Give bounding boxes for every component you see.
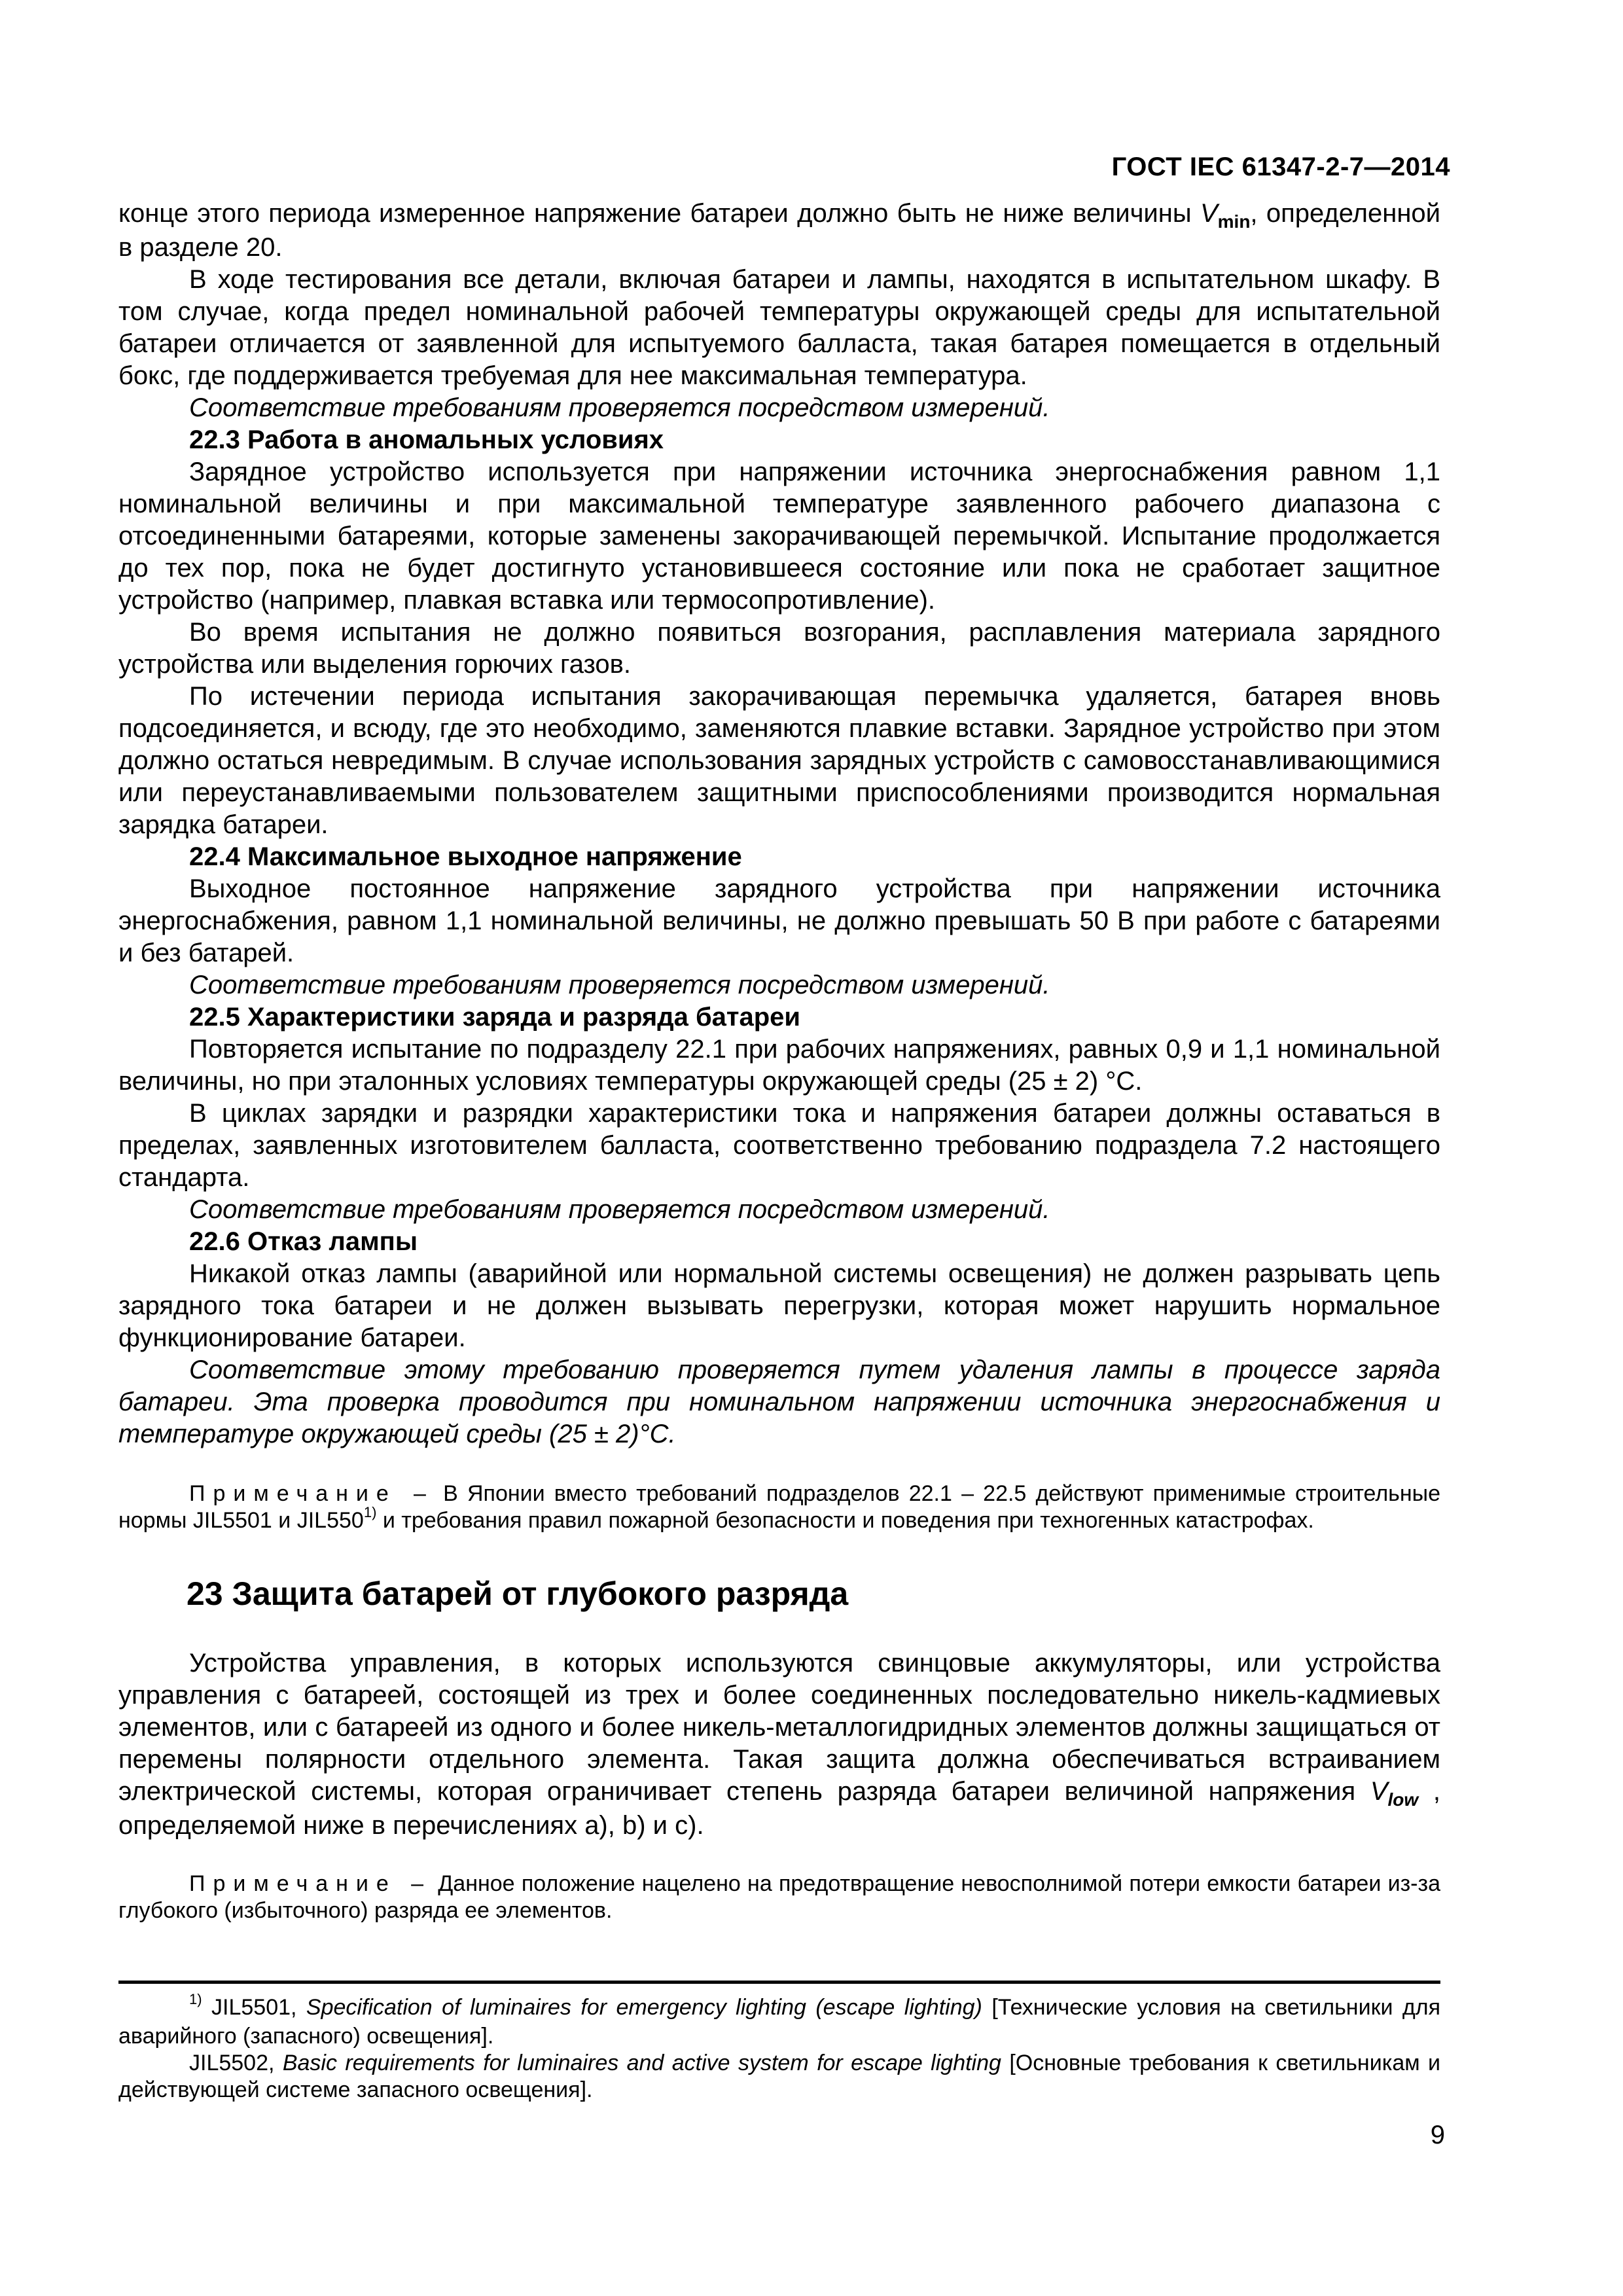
text: Устройства управления, в которых используются свинцовые аккумуляторы, или устройства управления с батареей, состоящей из трех и более соединенных последовательно никель-кадмиевых элементов, или с батареей из одного и более никель-металлогидридных элементов должны защищаться от перемены полярности отдельного элемента. Такая защита должна обеспечиваться встраиванием электрической системы, которая ограничивает степень разряда батареи величиной напряжения [118, 1649, 1440, 1806]
text: , определяемой ниже в перечислениях а), b) и с). [118, 1777, 1440, 1840]
footnote-text: [Основные требования к светильникам и действующей системе запасного освещения]. [118, 2051, 1440, 2102]
section-heading-23: 23 Защита батарей от глубокого разряда [187, 1575, 849, 1612]
subsection-heading-22-4: 22.4 Максимальное выходное напряжение [189, 842, 742, 871]
footnote-1 [118, 1991, 1440, 2050]
paragraph: Зарядное устройство используется при напряжении источника энергоснабжения равном 1,1 номинальной величины и при максимальной температуре заявленного рабочего диапазона с отсоединенными батареями, которые заменены закорачивающей перемычкой. Испытание продолжается до тех пор, пока не будет достигнуто установившееся состояние или пока не сработает защитное устройство (например, плавкая вставка или термосопротивление). [118, 457, 1440, 615]
note [118, 1480, 1440, 1536]
compliance-note: Соответствие этому требованию проверяется путем удаления лампы в процессе заряда батареи. Эта проверка проводится при номинальном напряжении источника энергоснабжения и температуре окружающей среды (25 ± 2)°С. [118, 1355, 1440, 1448]
paragraph: Никакой отказ лампы (аварийной или нормальной системы освещения) не должен разрывать цепь зарядного тока батареи и не должен вызывать перегрузки, которая может нарушить нормальное функционирование батареи. [118, 1259, 1440, 1352]
paragraph: В ходе тестирования все детали, включая батареи и лампы, находятся в испытательном шкафу. В том случае, когда предел номинальной рабочей температуры окружающей среды для испытательной батареи отличается от заявленной для испытуемого балласта, такая батарея помещается в отдельный бокс, где поддерживается требуемая для нее максимальная температура. [118, 265, 1440, 390]
variable-v: V [1370, 1777, 1388, 1806]
footnote-ref: 1) [363, 1504, 377, 1520]
note-text: Данное положение нацелено на предотвращение невосполнимой потери емкости батареи из-за глубокого (избыточного) разряда ее элементов. [118, 1871, 1440, 1923]
compliance-note: Соответствие требованиям проверяется посредством измерений. [189, 971, 1050, 999]
document-body [118, 198, 1440, 1924]
paragraph: Во время испытания не должно появиться возгорания, расплавления материала зарядного устройства или выделения горючих газов. [118, 618, 1440, 679]
paragraph [118, 1647, 1440, 1842]
note-text: и требования правил пожарной безопасности и поведения при техногенных катастрофах. [376, 1508, 1314, 1533]
page-number: 9 [1430, 2121, 1445, 2149]
subsection-heading-22-3: 22.3 Работа в аномальных условиях [189, 425, 664, 454]
note-text: В Японии вместо требований подразделов 22.1 – 22.5 действуют применимые строительные нормы JIL5501 и JIL550 [118, 1481, 1440, 1533]
text: , определенной в разделе 20. [118, 199, 1441, 262]
text: конце этого периода измеренное напряжение батареи должно быть не ниже величины [118, 199, 1200, 228]
subscript: low [1387, 1789, 1419, 1810]
footnote-text: [Технические условия на светильники для аварийного (запасного) освещения]. [118, 1995, 1440, 2049]
subsection-heading-22-6: 22.6 Отказ лампы [189, 1227, 418, 1256]
variable-v: V [1200, 199, 1218, 228]
footnote-divider [118, 1981, 1440, 1984]
paragraph: Выходное постоянное напряжение зарядного устройства при напряжении источника энергоснабжения, равном 1,1 номинальной величины, не должно превышать 50 В при работе с батареями и без батарей. [118, 874, 1440, 967]
note-label: Примечание – [189, 1871, 431, 1896]
footnote-mark: 1) [189, 1991, 202, 2007]
subscript: min [1217, 211, 1251, 232]
note [118, 1871, 1440, 1924]
footnote-text: JIL5501, [202, 1995, 306, 2020]
footnote-title: Specification of luminaires for emergency lighting (escape lighting) [306, 1995, 982, 2020]
subsection-heading-22-5: 22.5 Характеристики заряда и разряда батареи [189, 1003, 801, 1031]
paragraph [118, 198, 1440, 264]
footnote-title: Basic requirements for luminaires and active system for escape lighting [282, 2051, 1001, 2075]
compliance-note: Соответствие требованиям проверяется посредством измерений. [189, 1195, 1050, 1224]
footnotes [118, 1981, 1440, 2104]
paragraph: В циклах зарядки и разрядки характеристики тока и напряжения батареи должны оставаться в пределах, заявленных изготовителем балласта, соответственно требованию подраздела 7.2 настоящего стандарта. [118, 1099, 1440, 1192]
note-label: Примечание – [189, 1481, 434, 1506]
footnote-text: JIL5502, [189, 2051, 283, 2075]
paragraph: Повторяется испытание по подразделу 22.1 при рабочих напряжениях, равных 0,9 и 1,1 номинальной величины, но при эталонных условиях температуры окружающей среды (25 ± 2) °С. [118, 1035, 1440, 1096]
paragraph: По истечении периода испытания закорачивающая перемычка удаляется, батарея вновь подсоединяется, и всюду, где это необходимо, заменяются плавкие вставки. Зарядное устройство при этом должно остаться невредимым. В случае использования зарядных устройств с самовосстанавливающимися или переустанавливаемыми пользователем защитными приспособлениями производится нормальная зарядка батареи. [118, 682, 1440, 839]
page-header-standard: ГОСТ IEC 61347-2-7—2014 [1111, 152, 1450, 181]
footnote-2 [118, 2050, 1440, 2104]
compliance-note: Соответствие требованиям проверяется посредством измерений. [189, 393, 1050, 422]
